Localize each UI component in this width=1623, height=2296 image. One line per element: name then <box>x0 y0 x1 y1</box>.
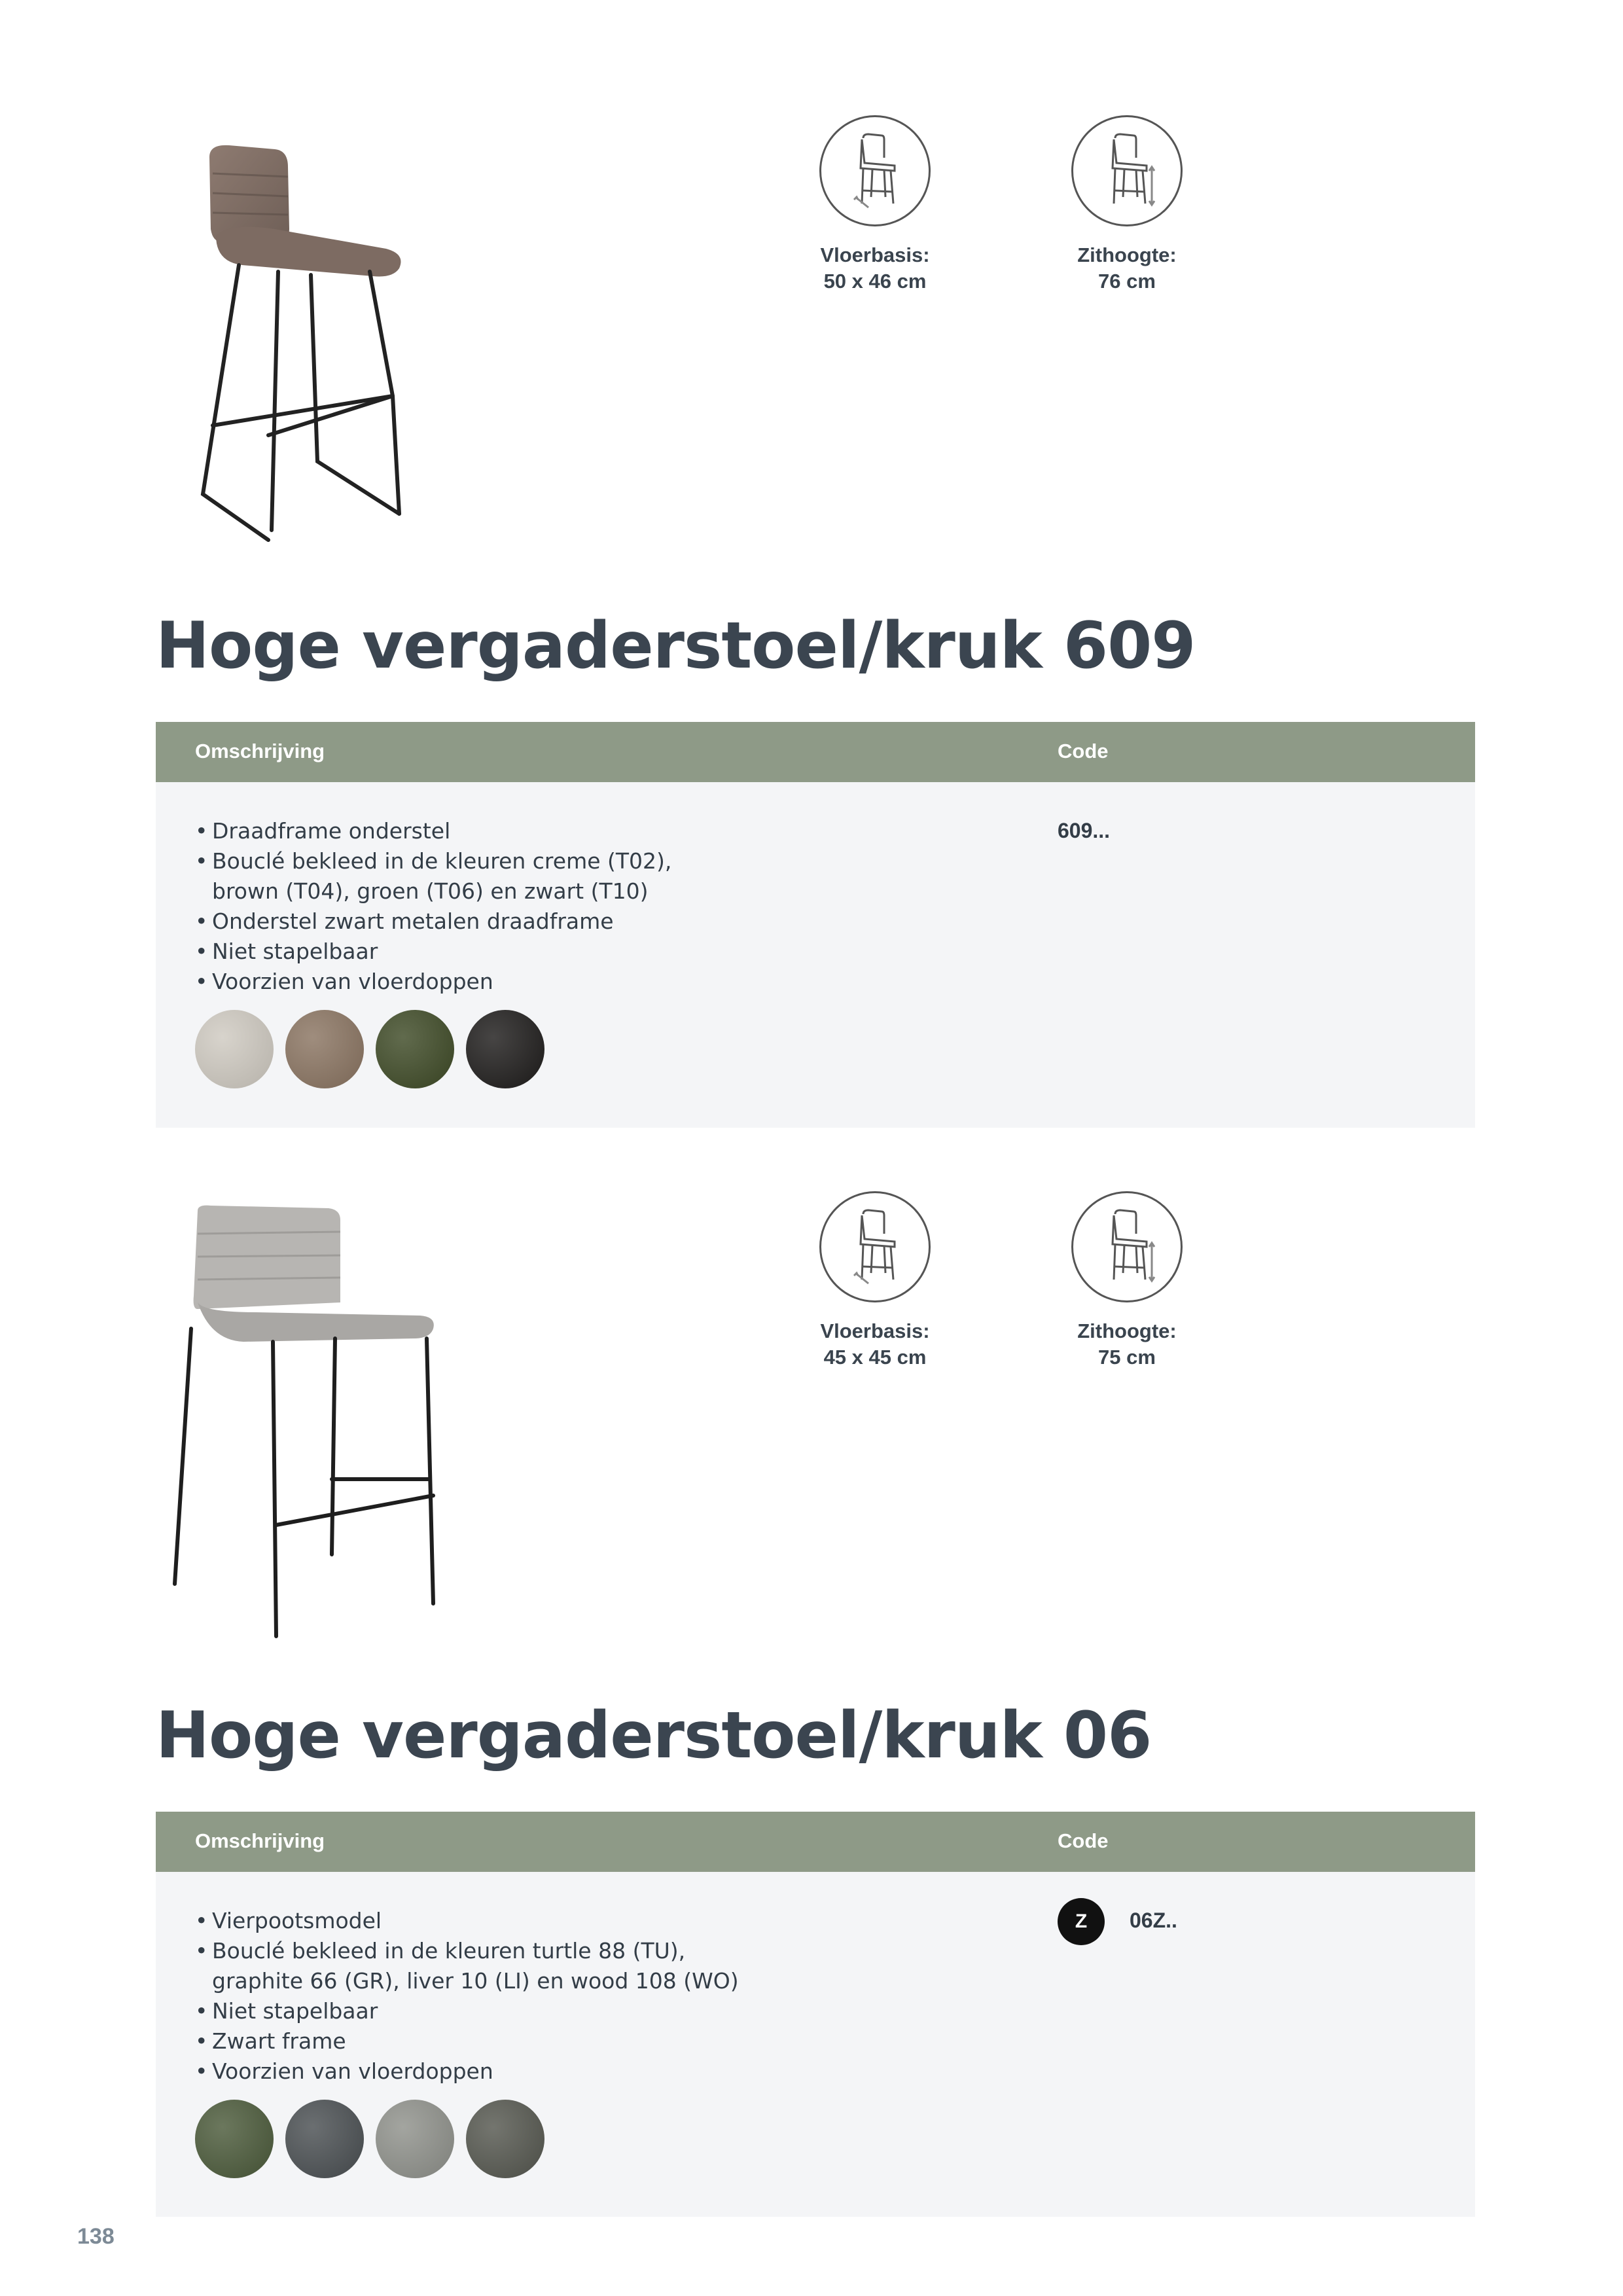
chair-seat-height-icon <box>1071 115 1183 226</box>
list-item: • Zwart frame <box>195 2026 739 2056</box>
header-description: Omschrijving <box>195 1829 325 1852</box>
color-swatches <box>195 2100 544 2178</box>
spec-seat-height <box>1042 1191 1212 1371</box>
header-code: Code <box>1058 1829 1109 1852</box>
spec-seat-height-value: 75 cm <box>1098 1346 1156 1369</box>
table-header <box>156 1812 1475 1872</box>
color-swatch <box>195 1010 274 1088</box>
color-swatch <box>466 2100 544 2178</box>
product-photo-06 <box>171 1204 446 1649</box>
page-number: 138 <box>77 2224 115 2249</box>
product-title: Hoge vergaderstoel/kruk 609 <box>156 609 1196 683</box>
spec-seat-height-value: 76 cm <box>1098 270 1156 293</box>
chair-floor-base-icon <box>819 1191 931 1302</box>
list-item: • Voorzien van vloerdoppen <box>195 967 671 997</box>
color-swatch <box>285 2100 364 2178</box>
table-header <box>156 722 1475 782</box>
spec-floor-base <box>790 115 960 295</box>
color-swatch <box>285 1010 364 1088</box>
spec-seat-height-label: Zithoogte: <box>1077 243 1177 266</box>
description-list <box>195 1906 739 2087</box>
table-body <box>156 1872 1475 2217</box>
product-photo-609 <box>190 137 425 556</box>
list-item: • Bouclé bekleed in de kleuren turtle 88 (TU), graphite 66 (GR), liver 10 (LI) en wood 108 (WO) <box>195 1936 739 1996</box>
spec-floor-base-value: 50 x 46 cm <box>823 270 927 293</box>
product-title: Hoge vergaderstoel/kruk 06 <box>156 1698 1152 1773</box>
spec-floor-base-value: 45 x 45 cm <box>823 1346 927 1369</box>
list-item: • Onderstel zwart metalen draadframe <box>195 906 671 937</box>
spec-floor-base-label: Vloerbasis: <box>820 243 930 266</box>
color-swatch <box>376 2100 454 2178</box>
color-swatch <box>466 1010 544 1088</box>
stool-06-illustration <box>171 1204 446 1649</box>
list-item: • Draadframe onderstel <box>195 816 671 846</box>
list-item: • Niet stapelbaar <box>195 937 671 967</box>
stool-609-illustration <box>190 137 425 556</box>
product-code: 06Z.. <box>1130 1909 1177 1932</box>
product-table-609 <box>156 722 1475 1128</box>
header-description: Omschrijving <box>195 740 325 762</box>
color-swatch <box>376 1010 454 1088</box>
spec-floor-base-label: Vloerbasis: <box>820 1319 930 1342</box>
color-swatches <box>195 1010 544 1088</box>
spec-seat-height <box>1042 115 1212 295</box>
list-item: • Voorzien van vloerdoppen <box>195 2056 739 2087</box>
product-code: 609... <box>1058 819 1111 842</box>
list-item: • Bouclé bekleed in de kleuren creme (T02), brown (T04), groen (T06) en zwart (T10) <box>195 846 671 906</box>
model-badge: Z <box>1058 1898 1105 1945</box>
chair-floor-base-icon <box>819 115 931 226</box>
color-swatch <box>195 2100 274 2178</box>
list-item: • Vierpootsmodel <box>195 1906 739 1936</box>
spec-seat-height-label: Zithoogte: <box>1077 1319 1177 1342</box>
chair-seat-height-icon <box>1071 1191 1183 1302</box>
product-table-06 <box>156 1812 1475 2217</box>
spec-floor-base <box>790 1191 960 1371</box>
header-code: Code <box>1058 740 1109 762</box>
list-item: • Niet stapelbaar <box>195 1996 739 2026</box>
description-list <box>195 816 671 997</box>
table-body <box>156 782 1475 1128</box>
